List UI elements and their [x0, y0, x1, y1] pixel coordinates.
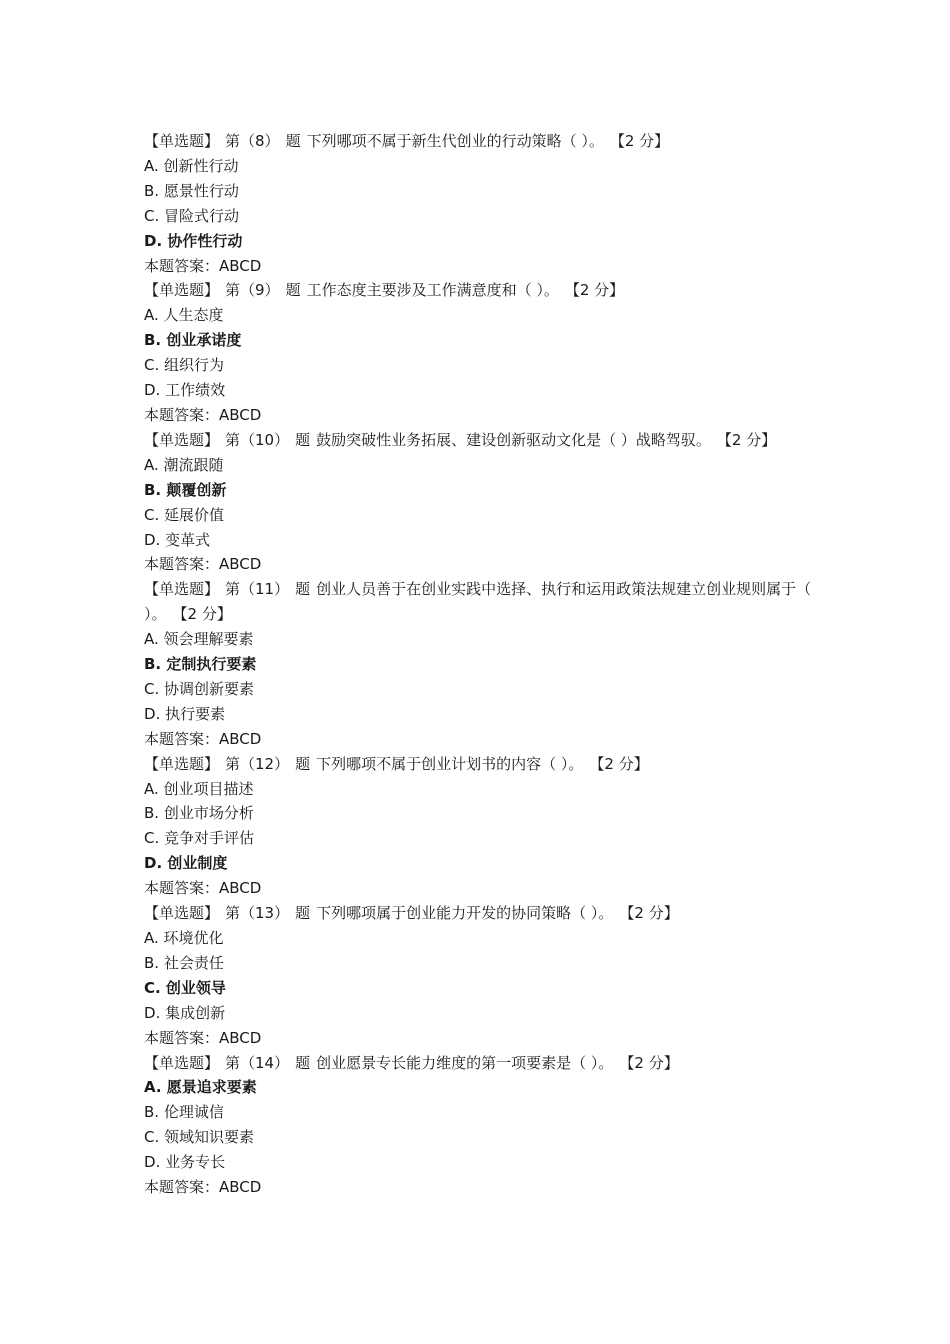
option-item: C. 延展价值 — [144, 505, 225, 524]
question-score: 【2 分】 — [172, 605, 232, 624]
question-ti: 题 — [295, 904, 311, 923]
question-num: 第（12） — [225, 754, 290, 773]
question-header — [144, 278, 814, 303]
question-num: 第（14） — [225, 1053, 290, 1072]
question-score: 【2 分】 — [619, 904, 679, 923]
question-type: 【单选题】 — [144, 580, 220, 599]
question-stem: 下列哪项属于创业能力开发的协同策略（ ）。 — [316, 904, 614, 923]
question-type: 【单选题】 — [144, 904, 220, 923]
option-item: D. 工作绩效 — [144, 381, 226, 400]
answer-line: 本题答案：ABCD — [144, 1178, 262, 1197]
option-item: B. 定制执行要素 — [144, 655, 257, 674]
question-type: 【单选题】 — [144, 1053, 220, 1072]
question-type: 【单选题】 — [144, 754, 220, 773]
question-num: 第（9） — [225, 281, 280, 300]
question-header — [144, 901, 814, 926]
question-type: 【单选题】 — [144, 281, 220, 300]
option-item: B. 社会责任 — [144, 953, 224, 972]
question-stem: 创业人员善于在创业实践中选择、执行和运用政策法规建立创业规则属于（ ）。 — [144, 580, 812, 624]
answer-line: 本题答案：ABCD — [144, 729, 262, 748]
answer-line: 本题答案：ABCD — [144, 555, 262, 574]
question-header — [144, 428, 814, 453]
question-list — [144, 129, 814, 1200]
question-ti: 题 — [295, 580, 311, 599]
question-type: 【单选题】 — [144, 132, 220, 150]
question-header — [144, 577, 814, 627]
option-item: D. 变革式 — [144, 530, 211, 549]
question-header — [144, 1051, 814, 1076]
option-item: B. 伦理诚信 — [144, 1103, 224, 1122]
question-stem: 创业愿景专长能力维度的第一项要素是（ ）。 — [316, 1053, 614, 1072]
question-ti: 题 — [295, 1053, 311, 1072]
question-ti: 题 — [285, 281, 301, 300]
option-item: D. 业务专长 — [144, 1153, 226, 1172]
question-score: 【2 分】 — [619, 1053, 679, 1072]
option-item: A. 潮流跟随 — [144, 455, 224, 474]
question-stem: 下列哪项不属于创业计划书的内容（ ）。 — [316, 754, 584, 773]
question-stem: 工作态度主要涉及工作满意度和（ ）。 — [306, 281, 559, 300]
question-ti: 题 — [295, 430, 311, 449]
option-item: C. 协调创新要素 — [144, 679, 255, 698]
answer-line: 本题答案：ABCD — [144, 256, 262, 275]
option-item: D. 执行要素 — [144, 704, 226, 723]
option-item: B. 颠覆创新 — [144, 480, 227, 499]
question-score: 【2 分】 — [589, 754, 649, 773]
option-item: A. 创新性行动 — [144, 156, 239, 175]
option-item: C. 领域知识要素 — [144, 1128, 255, 1147]
option-item: A. 创业项目描述 — [144, 779, 254, 798]
question-score: 【2 分】 — [716, 430, 777, 449]
question-stem: 下列哪项不属于新生代创业的行动策略（ ）。 — [306, 132, 604, 150]
option-item: C. 组织行为 — [144, 356, 225, 375]
option-item: D. 创业制度 — [144, 854, 228, 873]
option-item: C. 创业领导 — [144, 978, 226, 997]
question-type: 【单选题】 — [144, 430, 220, 449]
question-num: 第（8） — [225, 132, 280, 150]
option-item: D. 协作性行动 — [144, 231, 243, 250]
question-score: 【2 分】 — [609, 132, 670, 150]
question-ti: 题 — [285, 132, 301, 150]
question-num: 第（11） — [225, 580, 290, 599]
question-num: 第（13） — [225, 904, 290, 923]
question-score: 【2 分】 — [564, 281, 625, 300]
question-header — [144, 129, 814, 154]
option-item: A. 环境优化 — [144, 929, 224, 947]
option-item: A. 愿景追求要素 — [144, 1078, 257, 1097]
question-stem: 鼓励突破性业务拓展、建设创新驱动文化是（ ）战略驾驭。 — [316, 430, 711, 449]
option-item: A. 人生态度 — [144, 306, 224, 325]
option-item: B. 创业承诺度 — [144, 331, 242, 350]
answer-line: 本题答案：ABCD — [144, 879, 262, 898]
question-num: 第（10） — [225, 430, 290, 449]
question-ti: 题 — [295, 754, 311, 773]
option-item: D. 集成创新 — [144, 1003, 226, 1022]
answer-line: 本题答案：ABCD — [144, 1028, 262, 1047]
option-item: A. 领会理解要素 — [144, 630, 254, 649]
option-item: B. 创业市场分析 — [144, 804, 254, 823]
question-header — [144, 752, 814, 777]
option-item: C. 竞争对手评估 — [144, 829, 255, 848]
option-item: B. 愿景性行动 — [144, 181, 239, 200]
answer-line: 本题答案：ABCD — [144, 405, 262, 424]
option-item: C. 冒险式行动 — [144, 206, 240, 225]
